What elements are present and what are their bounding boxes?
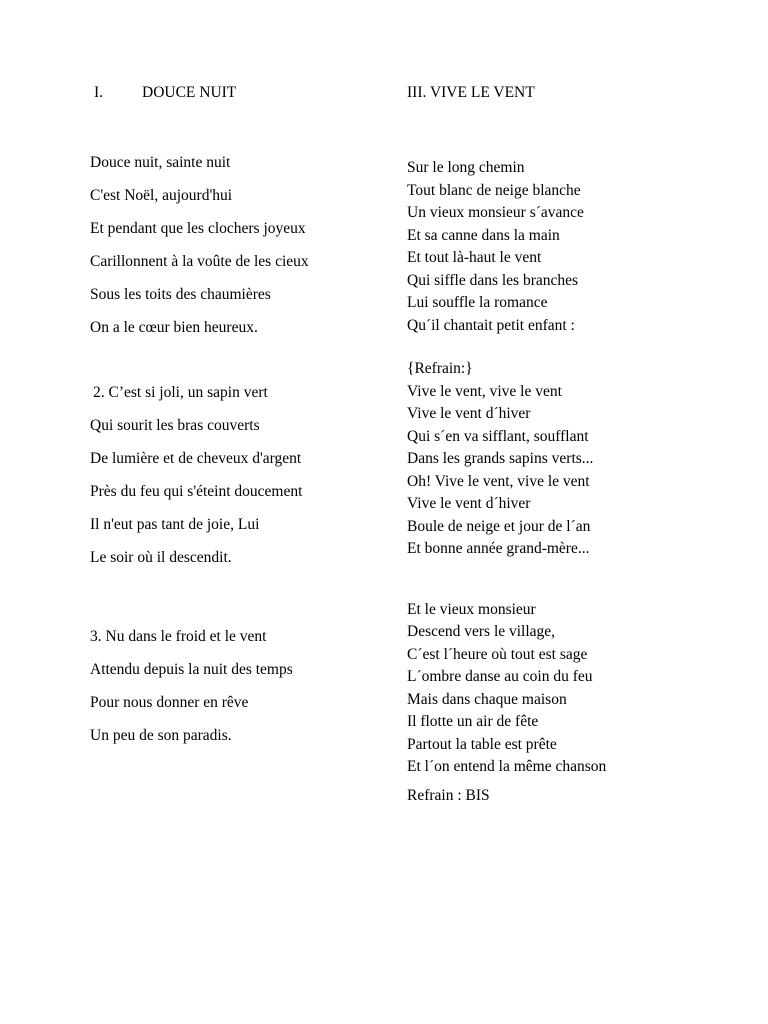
lyric-line: 3. Nu dans le froid et le vent xyxy=(90,628,267,645)
song-title: III. VIVE LE VENT xyxy=(407,84,535,101)
song-douce-nuit xyxy=(90,82,380,752)
refrain-label: {Refrain:} xyxy=(407,360,473,377)
lyric-line: Et l´on entend la même chanson xyxy=(407,758,607,775)
lyric-line: Et pendant que les clochers joyeux xyxy=(90,220,306,237)
stanza-1 xyxy=(90,146,380,344)
lyric-line: Sous les toits des chaumières xyxy=(90,286,271,303)
lyric-line: Et tout là-haut le vent xyxy=(407,249,542,266)
lyric-line: L´ombre danse au coin du feu xyxy=(407,668,593,685)
stanza-2 xyxy=(90,376,380,574)
song-number: I. xyxy=(94,84,104,101)
lyric-line: Vive le vent d´hiver xyxy=(407,495,531,512)
lyric-line: Qui s´en va sifflant, soufflant xyxy=(407,427,589,445)
song-vive-le-vent xyxy=(407,82,747,807)
lyric-line: Partout la table est prête xyxy=(407,735,557,753)
lyric-line: Descend vers le village, xyxy=(407,623,556,640)
lyric-line: On a le cœur bien heureux. xyxy=(90,319,258,336)
lyric-line: Et bonne année grand-mère... xyxy=(407,540,590,557)
lyric-line: Carillonnent à la voûte de les cieux xyxy=(90,253,309,270)
stanza-2 xyxy=(407,599,747,779)
lyric-line: Le soir où il descendit. xyxy=(90,549,232,566)
lyric-line: Près du feu qui s'éteint doucement xyxy=(90,483,303,500)
lyric-line: Boule de neige et jour de l´an xyxy=(407,517,591,535)
refrain xyxy=(407,358,747,561)
lyric-line: De lumière et de cheveux d'argent xyxy=(90,450,302,467)
lyric-line: Un vieux monsieur s´avance xyxy=(407,204,584,221)
lyric-line: Il flotte un air de fête xyxy=(407,713,539,730)
lyric-line: Et sa canne dans la main xyxy=(407,226,560,244)
lyric-line: C'est Noël, aujourd'hui xyxy=(90,187,233,204)
lyric-line: Tout blanc de neige blanche xyxy=(407,181,581,199)
lyric-line: Mais dans chaque maison xyxy=(407,690,567,708)
refrain-repeat-note: Refrain : BIS xyxy=(407,786,490,804)
lyric-line: Et le vieux monsieur xyxy=(407,600,536,618)
stanza-3 xyxy=(90,620,380,752)
lyric-line: Dans les grands sapins verts... xyxy=(407,450,594,467)
song-title-text: DOUCE NUIT xyxy=(142,84,237,101)
lyric-line: Attendu depuis la nuit des temps xyxy=(90,661,293,678)
lyric-line: Oh! Vive le vent, vive le vent xyxy=(407,472,590,490)
lyric-line: Sur le long chemin xyxy=(407,159,525,176)
lyric-line: Douce nuit, sainte nuit xyxy=(90,154,231,171)
lyric-line: Lui souffle la romance xyxy=(407,294,548,311)
lyric-line: Vive le vent, vive le vent xyxy=(407,382,562,400)
lyric-line: Qu´il chantait petit enfant : xyxy=(407,316,575,334)
lyric-line: Vive le vent d´hiver xyxy=(407,405,531,422)
lyric-line: Un peu de son paradis. xyxy=(90,727,232,744)
lyric-line: Qui siffle dans les branches xyxy=(407,271,579,289)
song-title xyxy=(94,82,380,104)
lyric-line: Qui sourit les bras couverts xyxy=(90,417,260,434)
lyric-line: Il n'eut pas tant de joie, Lui xyxy=(90,516,260,533)
lyric-line: 2. C’est si joli, un sapin vert xyxy=(93,384,268,401)
lyric-line: Pour nous donner en rêve xyxy=(90,694,249,711)
stanza-1 xyxy=(407,157,747,337)
lyric-line: C´est l´heure où tout est sage xyxy=(407,645,588,663)
